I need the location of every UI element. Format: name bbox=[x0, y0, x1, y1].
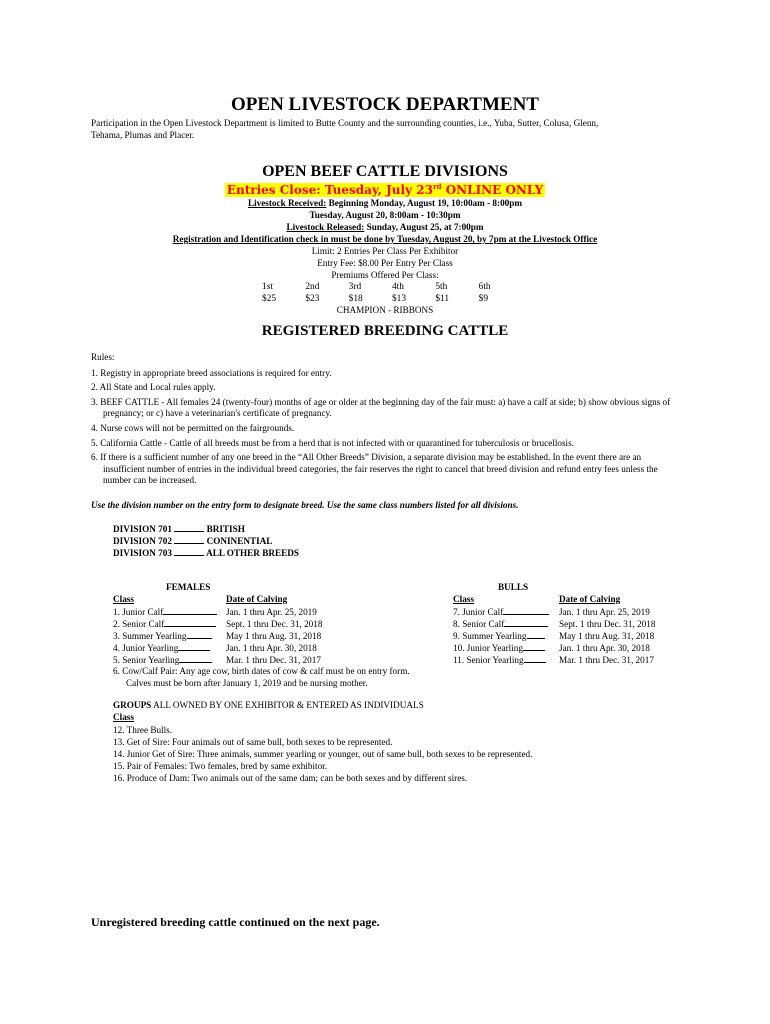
bulls-table bbox=[453, 606, 655, 666]
premium-amount: $18 bbox=[348, 294, 363, 304]
livestock-received: Livestock Received: Beginning Monday, August 19, 10:00am - 8:00pm bbox=[247, 198, 523, 208]
table-row: 1. Junior Calf Jan. 1 thru Apr. 25, 2019 bbox=[113, 607, 317, 617]
cow-calf-pair-note: Calves must be born after January 1, 2019 and be nursing mother. bbox=[126, 678, 368, 688]
groups-class-header: Class bbox=[113, 712, 134, 722]
division-list bbox=[113, 523, 299, 559]
table-row: 11. Senior Yearling Mar. 1 thru Dec. 31, 2017 bbox=[453, 655, 654, 665]
rule-item: 5. California Cattle - Cattle of all breeds must be from a herd that is not infected with or quarantined for tuberculosis or brucellosis. bbox=[91, 437, 574, 448]
table-row: 2. Senior Calf Sept. 1 thru Dec. 31, 2018 bbox=[113, 619, 323, 629]
groups-list bbox=[113, 724, 532, 784]
premiums-offered: Premiums Offered Per Class: bbox=[331, 270, 439, 280]
place-label: 1st bbox=[262, 282, 273, 292]
page-title: OPEN LIVESTOCK DEPARTMENT bbox=[231, 94, 539, 115]
premium-places bbox=[262, 282, 522, 292]
rule-item: 3. BEEF CATTLE - All females 24 (twenty-four) months of age or older at the beginning day of the fair must: a) have a calf at side; b) show obvious signs of pregnancy; or c) have a veterinarian's certificate of pregnancy. bbox=[91, 396, 671, 419]
list-item: 13. Get of Sire: Four animals out of same bull, both sexes to be represented. bbox=[113, 737, 393, 747]
place-label: 6th bbox=[478, 282, 491, 292]
rules-list bbox=[91, 352, 681, 487]
list-item: 14. Junior Get of Sire: Three animals, summer yearling or younger, out of same bull, both sexes to be represented. bbox=[113, 749, 533, 759]
premium-amount: $11 bbox=[435, 294, 450, 304]
rules-label: Rules: bbox=[91, 352, 115, 362]
entry-limit: Limit: 2 Entries Per Class Per Exhibitor bbox=[311, 246, 459, 256]
place-label: 4th bbox=[391, 282, 404, 292]
section-title: OPEN BEEF CATTLE DIVISIONS bbox=[262, 163, 508, 180]
division-note: Use the division number on the entry form to designate breed. Use the same class numbers listed for all divisions. bbox=[91, 500, 519, 510]
premium-amount: $25 bbox=[262, 294, 277, 304]
division-row: DIVISION 703 ALL OTHER BREEDS bbox=[113, 548, 299, 558]
females-table bbox=[113, 606, 322, 666]
place-label: 5th bbox=[435, 282, 448, 292]
premium-amount: $9 bbox=[478, 294, 489, 304]
entries-close-highlight: Entries Close: Tuesday, July 23rd ONLINE ONLY bbox=[226, 182, 544, 197]
place-label: 2nd bbox=[305, 282, 320, 292]
livestock-released: Livestock Released: Sunday, August 25, at 7:00pm bbox=[286, 222, 484, 232]
list-item: 16. Produce of Dam: Two animals out of the same dam; can be both sexes and by different sires. bbox=[113, 773, 468, 783]
table-row: 4. Junior Yearling Jan. 1 thru Apr. 30, 2018 bbox=[113, 643, 317, 653]
table-row: 8. Senior Calf Sept. 1 thru Dec. 31, 2018 bbox=[453, 619, 656, 629]
groups-heading: GROUPS ALL OWNED BY ONE EXHIBITOR & ENTERED AS INDIVIDUALS bbox=[113, 700, 424, 710]
females-date-header: Date of Calving bbox=[226, 594, 288, 604]
bulls-date-header: Date of Calving bbox=[559, 594, 621, 604]
livestock-received-line-2: Tuesday, August 20, 8:00am - 10:30pm bbox=[309, 210, 461, 220]
list-item: 12. Three Bulls. bbox=[113, 725, 173, 735]
entries-close bbox=[0, 181, 770, 199]
premium-amount: $23 bbox=[305, 294, 320, 304]
table-row: 5. Senior Yearling Mar. 1 thru Dec. 31, 2017 bbox=[113, 655, 321, 665]
list-item: 15. Pair of Females: Two females, bred by same exhibitor. bbox=[113, 761, 328, 771]
intro-line-2: Tehama, Plumas and Placer. bbox=[91, 130, 195, 140]
females-class-header: Class bbox=[113, 594, 134, 604]
intro-line-1: Participation in the Open Livestock Department is limited to Butte County and the surrounding counties, i.e., Yuba, Sutter, Colusa, Glenn, bbox=[91, 118, 599, 128]
females-heading: FEMALES bbox=[166, 582, 211, 592]
table-row: 7. Junior Calf Jan. 1 thru Apr. 25, 2019 bbox=[453, 607, 650, 617]
footer-note: Unregistered breeding cattle continued on the next page. bbox=[91, 915, 380, 929]
breeding-title: REGISTERED BREEDING CATTLE bbox=[261, 323, 509, 339]
rule-item: 6. If there is a sufficient number of any one breed in the “All Other Breeds” Division, a separate division may be established. In the event there are an insufficient number of entries in the individual breed categories, the fair reserves the right to cancel that breed division and refund entry fees unless the number can be increased. bbox=[91, 452, 658, 486]
division-row: DIVISION 702 CONINENTIAL bbox=[113, 536, 273, 546]
table-row: 9. Summer Yearling May 1 thru Aug. 31, 2018 bbox=[453, 631, 655, 641]
bulls-heading: BULLS bbox=[498, 582, 529, 592]
division-row: DIVISION 701 BRITISH bbox=[113, 524, 245, 534]
entry-fee: Entry Fee: $8.00 Per Entry Per Class bbox=[317, 258, 453, 268]
rule-item: 1. Registry in appropriate breed associations is required for entry. bbox=[91, 367, 332, 378]
table-row: 10. Junior Yearling Jan. 1 thru Apr. 30, 2018 bbox=[453, 643, 650, 653]
cow-calf-pair: 6. Cow/Calf Pair: Any age cow, birth dates of cow & calf must be on entry form. bbox=[113, 666, 410, 676]
table-row: 3. Summer Yearling May 1 thru Aug. 31, 2018 bbox=[113, 631, 322, 641]
rule-item: 4. Nurse cows will not be permitted on the fairgrounds. bbox=[91, 422, 295, 433]
premium-amounts bbox=[262, 294, 522, 304]
bulls-class-header: Class bbox=[453, 594, 474, 604]
premium-amount: $13 bbox=[391, 294, 407, 304]
registration-notice: Registration and Identification check in must be done by Tuesday, August 20, by 7pm at the Livestock Office bbox=[172, 234, 598, 244]
rule-item: 2. All State and Local rules apply. bbox=[91, 382, 216, 393]
place-label: 3rd bbox=[348, 282, 362, 292]
champion-ribbons: CHAMPION - RIBBONS bbox=[336, 305, 434, 315]
